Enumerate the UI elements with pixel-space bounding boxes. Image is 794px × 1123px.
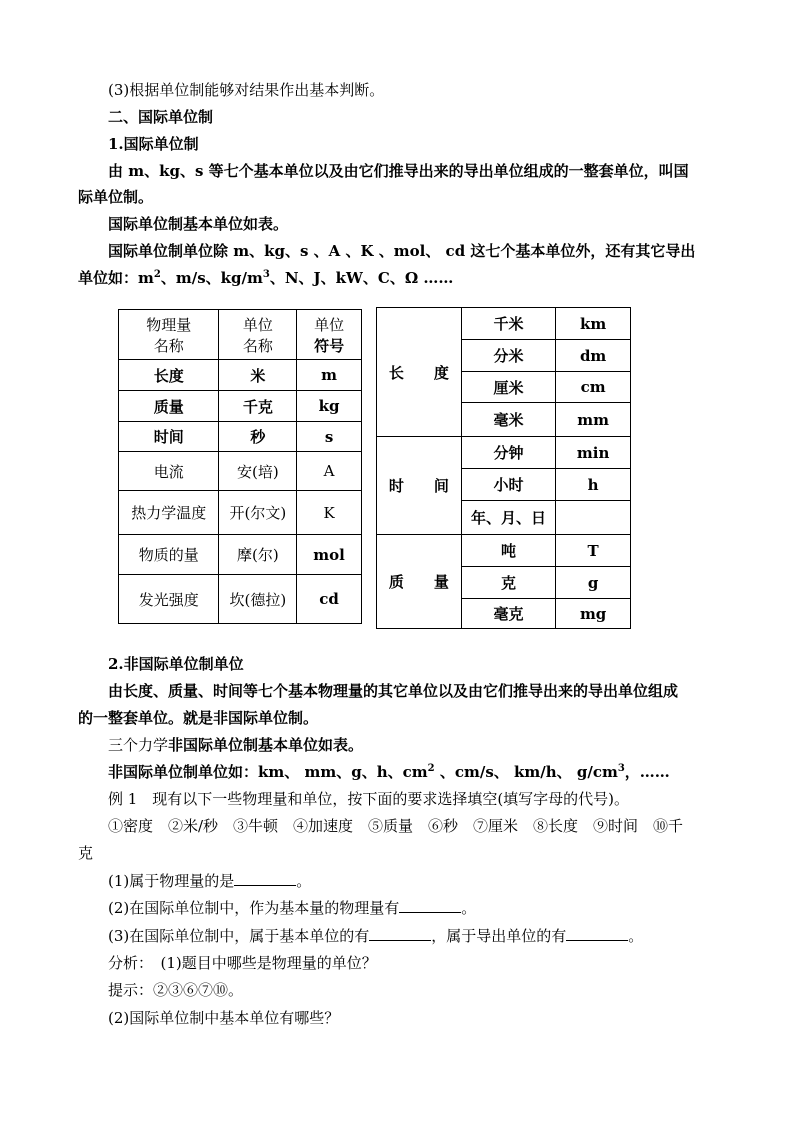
table-cell: 米: [219, 360, 297, 391]
table-cell: 发光强度: [119, 575, 219, 624]
example-options-cont: 克: [78, 844, 94, 862]
table-cell: 物质的量: [119, 535, 219, 575]
header-unit-symbol: 单位 符号: [297, 310, 362, 360]
para-si-derived-2: 单位如：$m^2$、m/s、$kg/m^3$、N、J、kW、C、Ω ……: [78, 269, 454, 287]
table-cell: 千米: [461, 308, 556, 340]
non-si-units-table: [376, 307, 631, 629]
para-non-si-2: 的一整套单位。就是非国际单位制。: [78, 709, 319, 727]
table-cell: A: [297, 452, 362, 491]
header-unit-name: 单位 名称: [219, 310, 297, 360]
hint: 提示：②③⑥⑦⑩。: [108, 981, 244, 999]
table-cell: cm: [556, 372, 631, 403]
table-cell: s: [297, 422, 362, 452]
table-cell: dm: [556, 340, 631, 372]
table-cell: kg: [297, 391, 362, 422]
table-cell: 摩(尔): [219, 535, 297, 575]
analysis-2: (2)国际单位制中基本单位有哪些？: [108, 1009, 340, 1027]
para-si-def-2: 际单位制。: [78, 188, 154, 206]
para-non-si-4: 非国际单位制单位如：km、 mm、g、h、$cm^2$ 、cm/s、 km/h、 $g/cm^3$，……: [108, 763, 670, 781]
para-si-derived-1: 国际单位制单位除 m、kg、s 、A 、K 、mol、 cd 这七个基本单位外，还有其它导出: [108, 242, 696, 260]
table-cell: min: [556, 437, 631, 469]
table-cell: 秒: [219, 422, 297, 452]
table-cell: 分钟: [461, 437, 556, 469]
heading-non-si: 2.非国际单位制单位: [108, 655, 244, 673]
line-unit-judgment: (3)根据单位制能够对结果作出基本判断。: [108, 81, 385, 99]
table-cell: mg: [556, 599, 631, 629]
example-prompt: 例 1 现有以下一些物理量和单位，按下面的要求选择填空(填写字母的代号)。: [108, 790, 630, 808]
table-cell: 克: [461, 567, 556, 599]
para-non-si-3: 三个力学非国际单位制基本单位如表。: [108, 736, 364, 754]
answer-blank[interactable]: [234, 871, 296, 886]
question-1: (1)属于物理量的是 。: [108, 872, 312, 890]
table-cell: [556, 501, 631, 535]
answer-blank[interactable]: [369, 926, 431, 941]
table-cell: 热力学温度: [119, 491, 219, 535]
table-cell: 长度: [119, 360, 219, 391]
question-2: (2)在国际单位制中，作为基本量的物理量有 。: [108, 899, 477, 917]
table-cell: 安(培): [219, 452, 297, 491]
table-cell: 年、月、日: [461, 501, 556, 535]
para-non-si-1: 由长度、质量、时间等七个基本物理量的其它单位以及由它们推导出来的导出单位组成: [108, 682, 679, 700]
table-cell: mol: [297, 535, 362, 575]
table-cell: 坎(德拉): [219, 575, 297, 624]
si-base-units-table: [118, 309, 362, 624]
table-cell: K: [297, 491, 362, 535]
table-cell: g: [556, 567, 631, 599]
group-time: 时 间: [377, 437, 462, 535]
heading-si-1: 1.国际单位制: [108, 135, 199, 153]
table-cell: 千克: [219, 391, 297, 422]
table-cell: h: [556, 469, 631, 501]
table-cell: mm: [556, 403, 631, 437]
table-cell: 时间: [119, 422, 219, 452]
table-cell: 开(尔文): [219, 491, 297, 535]
heading-si: 二、国际单位制: [108, 108, 214, 126]
table-cell: 毫米: [461, 403, 556, 437]
table-cell: cd: [297, 575, 362, 624]
header-quantity: 物理量 名称: [119, 310, 219, 360]
table-cell: 电流: [119, 452, 219, 491]
group-mass: 质 量: [377, 535, 462, 629]
table-cell: 分米: [461, 340, 556, 372]
para-si-def-1: 由 m、kg、s 等七个基本单位以及由它们推导出来的导出单位组成的一整套单位，叫国: [108, 162, 689, 180]
analysis-1: 分析： (1)题目中哪些是物理量的单位？: [108, 954, 377, 972]
answer-blank[interactable]: [399, 898, 461, 913]
table-cell: m: [297, 360, 362, 391]
table-cell: 质量: [119, 391, 219, 422]
example-options: ①密度 ②米/秒 ③牛顿 ④加速度 ⑤质量 ⑥秒 ⑦厘米 ⑧长度 ⑨时间 ⑩千: [108, 817, 684, 835]
answer-blank[interactable]: [566, 926, 628, 941]
question-3: (3)在国际单位制中，属于基本单位的有 ，属于导出单位的有 。: [108, 927, 644, 945]
para-si-table-intro: 国际单位制基本单位如表。: [108, 215, 289, 233]
table-cell: 小时: [461, 469, 556, 501]
table-cell: 毫克: [461, 599, 556, 629]
table-cell: 吨: [461, 535, 556, 567]
table-cell: km: [556, 308, 631, 340]
group-length: 长 度: [377, 308, 462, 437]
table-cell: T: [556, 535, 631, 567]
table-cell: 厘米: [461, 372, 556, 403]
